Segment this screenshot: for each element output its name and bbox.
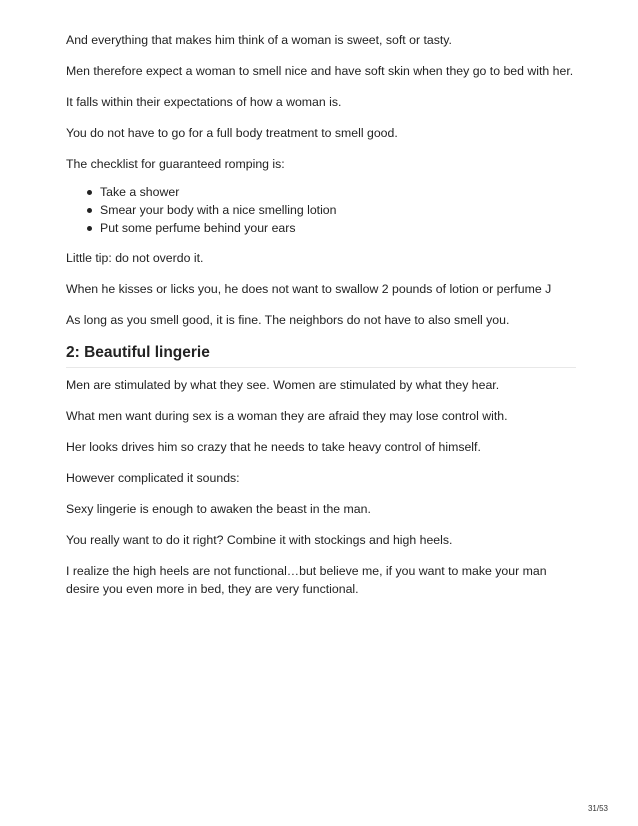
paragraph: When he kisses or licks you, he does not want to swallow 2 pounds of lotion or perfume J (66, 282, 552, 296)
bullet-icon (87, 208, 92, 213)
list-item-text: Take a shower (100, 185, 180, 199)
page-content (66, 31, 576, 611)
paragraph: Her looks drives him so crazy that he needs to take heavy control of himself. (66, 440, 481, 454)
page-number: 31/53 (587, 804, 608, 813)
list-item (100, 183, 576, 201)
checklist (66, 183, 576, 237)
paragraph: Little tip: do not overdo it. (66, 251, 204, 265)
list-item (100, 201, 576, 219)
paragraph: The checklist for guaranteed romping is: (66, 157, 285, 171)
paragraph: I realize the high heels are not functional…but believe me, if you want to make your man desire you even more in bed, they are very functional. (66, 564, 547, 596)
paragraph: Sexy lingerie is enough to awaken the beast in the man. (66, 502, 371, 516)
list-item (100, 219, 576, 237)
paragraph: And everything that makes him think of a woman is sweet, soft or tasty. (66, 33, 452, 47)
paragraph: Men are stimulated by what they see. Women are stimulated by what they hear. (66, 378, 500, 392)
list-item-text: Smear your body with a nice smelling lotion (100, 203, 337, 217)
paragraph: You do not have to go for a full body treatment to smell good. (66, 126, 398, 140)
section-heading: 2: Beautiful lingerie (66, 344, 576, 368)
paragraph: It falls within their expectations of how a woman is. (66, 95, 342, 109)
paragraph: What men want during sex is a woman they are afraid they may lose control with. (66, 409, 508, 423)
paragraph: Men therefore expect a woman to smell nice and have soft skin when they go to bed with her. (66, 64, 574, 78)
bullet-icon (87, 226, 92, 231)
paragraph: However complicated it sounds: (66, 471, 240, 485)
paragraph: You really want to do it right? Combine it with stockings and high heels. (66, 533, 453, 547)
paragraph: As long as you smell good, it is fine. The neighbors do not have to also smell you. (66, 313, 510, 327)
bullet-icon (87, 190, 92, 195)
list-item-text: Put some perfume behind your ears (100, 221, 296, 235)
